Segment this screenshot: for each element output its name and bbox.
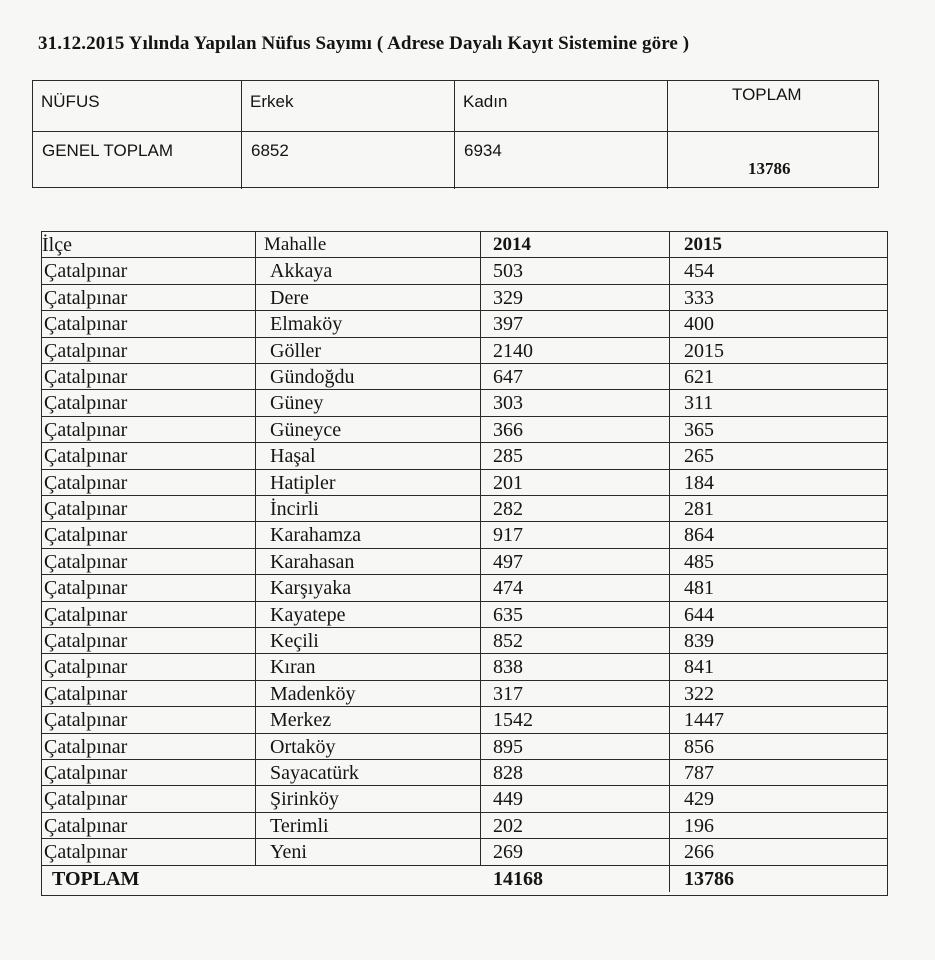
cell-mahalle: Ortaköy <box>256 734 481 759</box>
summary-header-row <box>33 81 878 132</box>
population-table <box>41 231 888 896</box>
cell-2015: 644 <box>684 603 714 626</box>
cell-2014: 269 <box>481 839 670 864</box>
total-label: TOPLAM <box>52 867 140 890</box>
cell-ilce: Çatalpınar <box>42 760 256 785</box>
cell-2014: 282 <box>481 496 670 521</box>
cell-ilce: Çatalpınar <box>42 734 256 759</box>
cell-2014: 303 <box>481 390 670 415</box>
genel-toplam-label: GENEL TOPLAM <box>42 141 174 160</box>
cell-2015: 787 <box>684 762 714 784</box>
page-title: 31.12.2015 Yılında Yapılan Nüfus Sayımı ( Adrese Dayalı Kayıt Sistemine göre ) <box>38 33 690 54</box>
cell-2014: 449 <box>481 786 670 811</box>
cell-2015: 333 <box>684 286 714 309</box>
cell-2014: 201 <box>481 470 670 495</box>
table-row <box>42 602 887 628</box>
table-row <box>42 628 887 654</box>
cell-2015: 281 <box>684 498 714 520</box>
cell-mahalle: Elmaköy <box>256 311 481 336</box>
summary-table <box>32 80 879 188</box>
cell-2014: 2140 <box>481 338 670 363</box>
cell-ilce: Çatalpınar <box>42 707 256 732</box>
table-row <box>42 760 887 786</box>
cell-2015: 454 <box>684 260 714 283</box>
table-row <box>42 338 887 364</box>
table-row <box>42 654 887 680</box>
table-row <box>42 549 887 575</box>
header-erkek: Erkek <box>250 92 294 111</box>
cell-mahalle: Güneyce <box>256 417 481 442</box>
cell-mahalle: Karahasan <box>256 549 481 574</box>
cell-ilce: Çatalpınar <box>42 786 256 811</box>
table-row <box>42 443 887 469</box>
cell-ilce: Çatalpınar <box>42 417 256 442</box>
cell-2015: 1447 <box>684 709 724 732</box>
cell-2015: 196 <box>684 814 714 837</box>
total-2015: 13786 <box>684 867 734 890</box>
cell-mahalle: Sayacatürk <box>256 760 481 785</box>
cell-2015: 184 <box>684 471 714 494</box>
cell-mahalle: Kıran <box>256 654 481 679</box>
cell-ilce: Çatalpınar <box>42 549 256 574</box>
cell-ilce: Çatalpınar <box>42 575 256 600</box>
cell-2014: 366 <box>481 417 670 442</box>
cell-2014: 497 <box>481 549 670 574</box>
cell-ilce: Çatalpınar <box>42 338 256 363</box>
cell-2014: 317 <box>481 681 670 706</box>
cell-2015: 621 <box>684 366 714 388</box>
table-row <box>42 311 887 337</box>
table-row <box>42 496 887 522</box>
cell-ilce: Çatalpınar <box>42 602 256 627</box>
cell-ilce: Çatalpınar <box>42 654 256 679</box>
cell-mahalle: Haşal <box>256 443 481 468</box>
cell-mahalle: Kayatepe <box>256 602 481 627</box>
cell-mahalle: Güney <box>256 390 481 415</box>
cell-mahalle: Karahamza <box>256 522 481 547</box>
table-row <box>42 575 887 601</box>
table-row <box>42 707 887 733</box>
cell-2015: 265 <box>684 445 714 468</box>
table-row <box>42 364 887 390</box>
cell-ilce: Çatalpınar <box>42 443 256 468</box>
cell-ilce: Çatalpınar <box>42 258 256 283</box>
summary-header-cell <box>455 81 668 131</box>
table-row <box>42 734 887 760</box>
erkek-value: 6852 <box>251 141 289 160</box>
cell-ilce: Çatalpınar <box>42 496 256 521</box>
cell-mahalle: Merkez <box>256 707 481 732</box>
cell-mahalle: Göller <box>256 338 481 363</box>
cell-ilce: Çatalpınar <box>42 681 256 706</box>
summary-data-cell <box>455 131 668 189</box>
cell-2014: 1542 <box>481 707 670 732</box>
cell-2015: 322 <box>684 682 714 705</box>
header-2015: 2015 <box>684 234 722 255</box>
cell-2015: 311 <box>684 392 714 415</box>
header-ilce: İlçe <box>42 232 256 257</box>
cell-ilce: Çatalpınar <box>42 813 256 838</box>
total-2014: 14168 <box>481 866 670 892</box>
cell-mahalle: Hatipler <box>256 470 481 495</box>
cell-2014: 202 <box>481 813 670 838</box>
cell-2015: 856 <box>684 735 714 758</box>
summary-data-cell <box>242 131 455 189</box>
cell-2015: 481 <box>684 577 714 600</box>
cell-2015: 365 <box>684 418 714 441</box>
header-kadin: Kadın <box>463 92 508 111</box>
cell-2014: 838 <box>481 654 670 679</box>
summary-header-cell <box>668 81 880 131</box>
table-row <box>42 786 887 812</box>
summary-data-cell <box>668 131 880 189</box>
cell-2014: 503 <box>481 258 670 283</box>
summary-header-cell <box>242 81 455 131</box>
cell-2015: 2015 <box>684 339 724 362</box>
cell-ilce: Çatalpınar <box>42 311 256 336</box>
cell-2014: 828 <box>481 760 670 785</box>
table-row <box>42 417 887 443</box>
cell-ilce: Çatalpınar <box>42 364 256 389</box>
cell-ilce: Çatalpınar <box>42 390 256 415</box>
cell-2014: 635 <box>481 602 670 627</box>
cell-mahalle: İncirli <box>256 496 481 521</box>
cell-2015: 864 <box>684 524 714 547</box>
cell-2014: 895 <box>481 734 670 759</box>
cell-2015: 485 <box>684 550 714 573</box>
table-row <box>42 681 887 707</box>
cell-2015: 400 <box>684 313 714 336</box>
cell-ilce: Çatalpınar <box>42 522 256 547</box>
cell-ilce: Çatalpınar <box>42 839 256 864</box>
header-nufus: NÜFUS <box>41 92 100 111</box>
cell-mahalle: Terimli <box>256 813 481 838</box>
cell-mahalle: Keçili <box>256 628 481 653</box>
cell-2015: 839 <box>684 630 714 652</box>
cell-2015: 841 <box>684 656 714 679</box>
cell-2014: 285 <box>481 443 670 468</box>
cell-mahalle: Akkaya <box>256 258 481 283</box>
cell-mahalle: Dere <box>256 285 481 310</box>
cell-2014: 474 <box>481 575 670 600</box>
table-header-row <box>42 232 887 258</box>
cell-ilce: Çatalpınar <box>42 470 256 495</box>
table-total-row <box>42 866 887 892</box>
summary-data-row <box>33 131 878 189</box>
table-row <box>42 470 887 496</box>
header-mahalle: Mahalle <box>256 232 481 257</box>
kadin-value: 6934 <box>464 141 502 160</box>
cell-ilce: Çatalpınar <box>42 628 256 653</box>
table-row <box>42 390 887 416</box>
cell-2014: 397 <box>481 311 670 336</box>
cell-2014: 647 <box>481 364 670 389</box>
toplam-value: 13786 <box>748 159 791 178</box>
table-row <box>42 285 887 311</box>
header-2014: 2014 <box>481 232 670 257</box>
cell-mahalle: Şirinköy <box>256 786 481 811</box>
table-row <box>42 839 887 865</box>
cell-ilce: Çatalpınar <box>42 285 256 310</box>
cell-2014: 329 <box>481 285 670 310</box>
table-row <box>42 258 887 284</box>
cell-mahalle: Madenköy <box>256 681 481 706</box>
cell-2015: 266 <box>684 841 714 864</box>
summary-data-cell <box>33 131 242 189</box>
cell-mahalle: Gündoğdu <box>256 364 481 389</box>
cell-mahalle: Yeni <box>256 839 481 864</box>
header-toplam: TOPLAM <box>732 85 802 104</box>
cell-2014: 852 <box>481 628 670 653</box>
table-row <box>42 813 887 839</box>
cell-2014: 917 <box>481 522 670 547</box>
table-row <box>42 522 887 548</box>
summary-header-cell <box>33 81 242 131</box>
cell-2015: 429 <box>684 788 714 811</box>
cell-mahalle: Karşıyaka <box>256 575 481 600</box>
